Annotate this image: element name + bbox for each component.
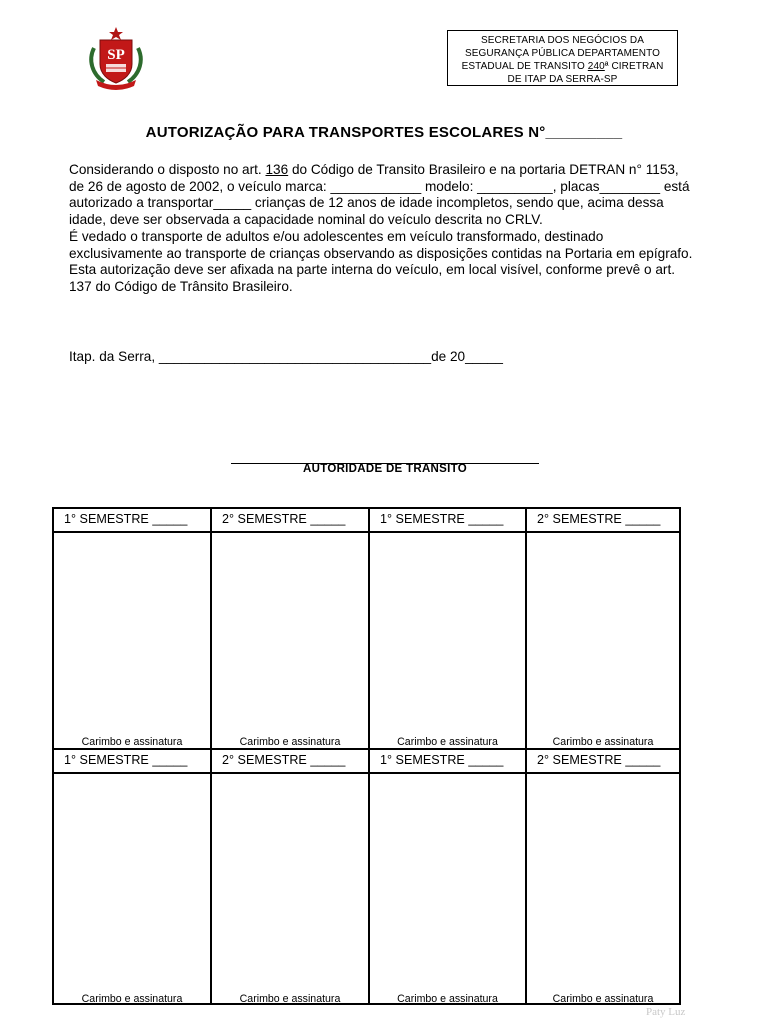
grid-row: [54, 748, 679, 1005]
stamp-cell: [54, 750, 210, 1005]
agency-line-3: ESTADUAL DE TRANSITO 240ª CIRETRAN: [461, 61, 664, 72]
semester-label: 2° SEMESTRE _____: [527, 750, 679, 774]
paragraph-vedado: É vedado o transporte de adultos e/ou adolescentes em veículo transformado, destinado exclusivamente ao transporte de crianças observando as disposições contidas na Portaria em epígrafo.: [69, 228, 693, 261]
stamp-cell: [210, 750, 368, 1005]
stamp-cell: [525, 509, 679, 748]
stamp-caption: Carimbo e assinatura: [239, 993, 341, 1005]
stamp-caption: Carimbo e assinatura: [397, 736, 498, 748]
watermark-text: Paty Luz: [646, 1006, 686, 1018]
agency-line-1: SECRETARIA DOS NEGÓCIOS DA: [480, 35, 644, 46]
stamp-cell: [368, 750, 525, 1005]
document-title: AUTORIZAÇÃO PARA TRANSPORTES ESCOLARES N°_________: [145, 124, 623, 141]
paragraph-afixada: Esta autorização deve ser afixada na parte interna do veículo, em local visível, conforme prevê o art. 137 do Código de Trânsito Brasileiro.: [69, 262, 675, 294]
place-date-line: Itap. da Serra, ____________________________________de 20_____: [69, 349, 503, 364]
signature-label: AUTORIDADE DE TRANSITO: [303, 463, 467, 475]
seal-text: SP: [107, 47, 125, 63]
stamp-caption: Carimbo e assinatura: [81, 736, 183, 748]
article-number: 136: [265, 162, 289, 177]
ciretran-number: 240: [587, 61, 605, 72]
sao-paulo-seal-icon: [84, 26, 148, 90]
stamp-caption: Carimbo e assinatura: [552, 736, 654, 748]
semester-label: 1° SEMESTRE _____: [54, 750, 210, 774]
semester-label: 2° SEMESTRE _____: [212, 750, 368, 774]
paragraph-considerando: Considerando o disposto no art. 136 do Código de Transito Brasileiro e na portaria DETRAN n° 1153, de 26 de agosto de 2002, o veículo marca: ____________ modelo: __________, placas________ está autorizado a transportar_____ crianças de 12 anos de idade incompletos, sendo que, acima dessa idade, deve ser observada a capacidade nominal do veículo descrita no CRLV.: [69, 162, 690, 228]
stamp-caption: Carimbo e assinatura: [552, 993, 654, 1005]
agency-line-2: SEGURANÇA PÚBLICA DEPARTAMENTO: [464, 48, 661, 59]
semester-label: 1° SEMESTRE _____: [54, 509, 210, 533]
semester-label: 1° SEMESTRE _____: [370, 509, 525, 533]
stamp-caption: Carimbo e assinatura: [397, 993, 498, 1005]
semester-label: 2° SEMESTRE _____: [212, 509, 368, 533]
stamp-caption: Carimbo e assinatura: [81, 993, 183, 1005]
stamp-cell: [210, 509, 368, 748]
agency-header-box: [447, 30, 678, 86]
stamp-cell: [368, 509, 525, 748]
stamp-caption: Carimbo e assinatura: [239, 736, 341, 748]
semester-label: 1° SEMESTRE _____: [370, 750, 525, 774]
stamp-cell: [54, 509, 210, 748]
semester-stamp-grid: [52, 507, 681, 1005]
grid-row: [54, 509, 679, 748]
authorization-body: [69, 162, 693, 296]
agency-line-4: DE ITAP DA SERRA-SP: [507, 74, 618, 85]
semester-label: 2° SEMESTRE _____: [527, 509, 679, 533]
stamp-cell: [525, 750, 679, 1005]
